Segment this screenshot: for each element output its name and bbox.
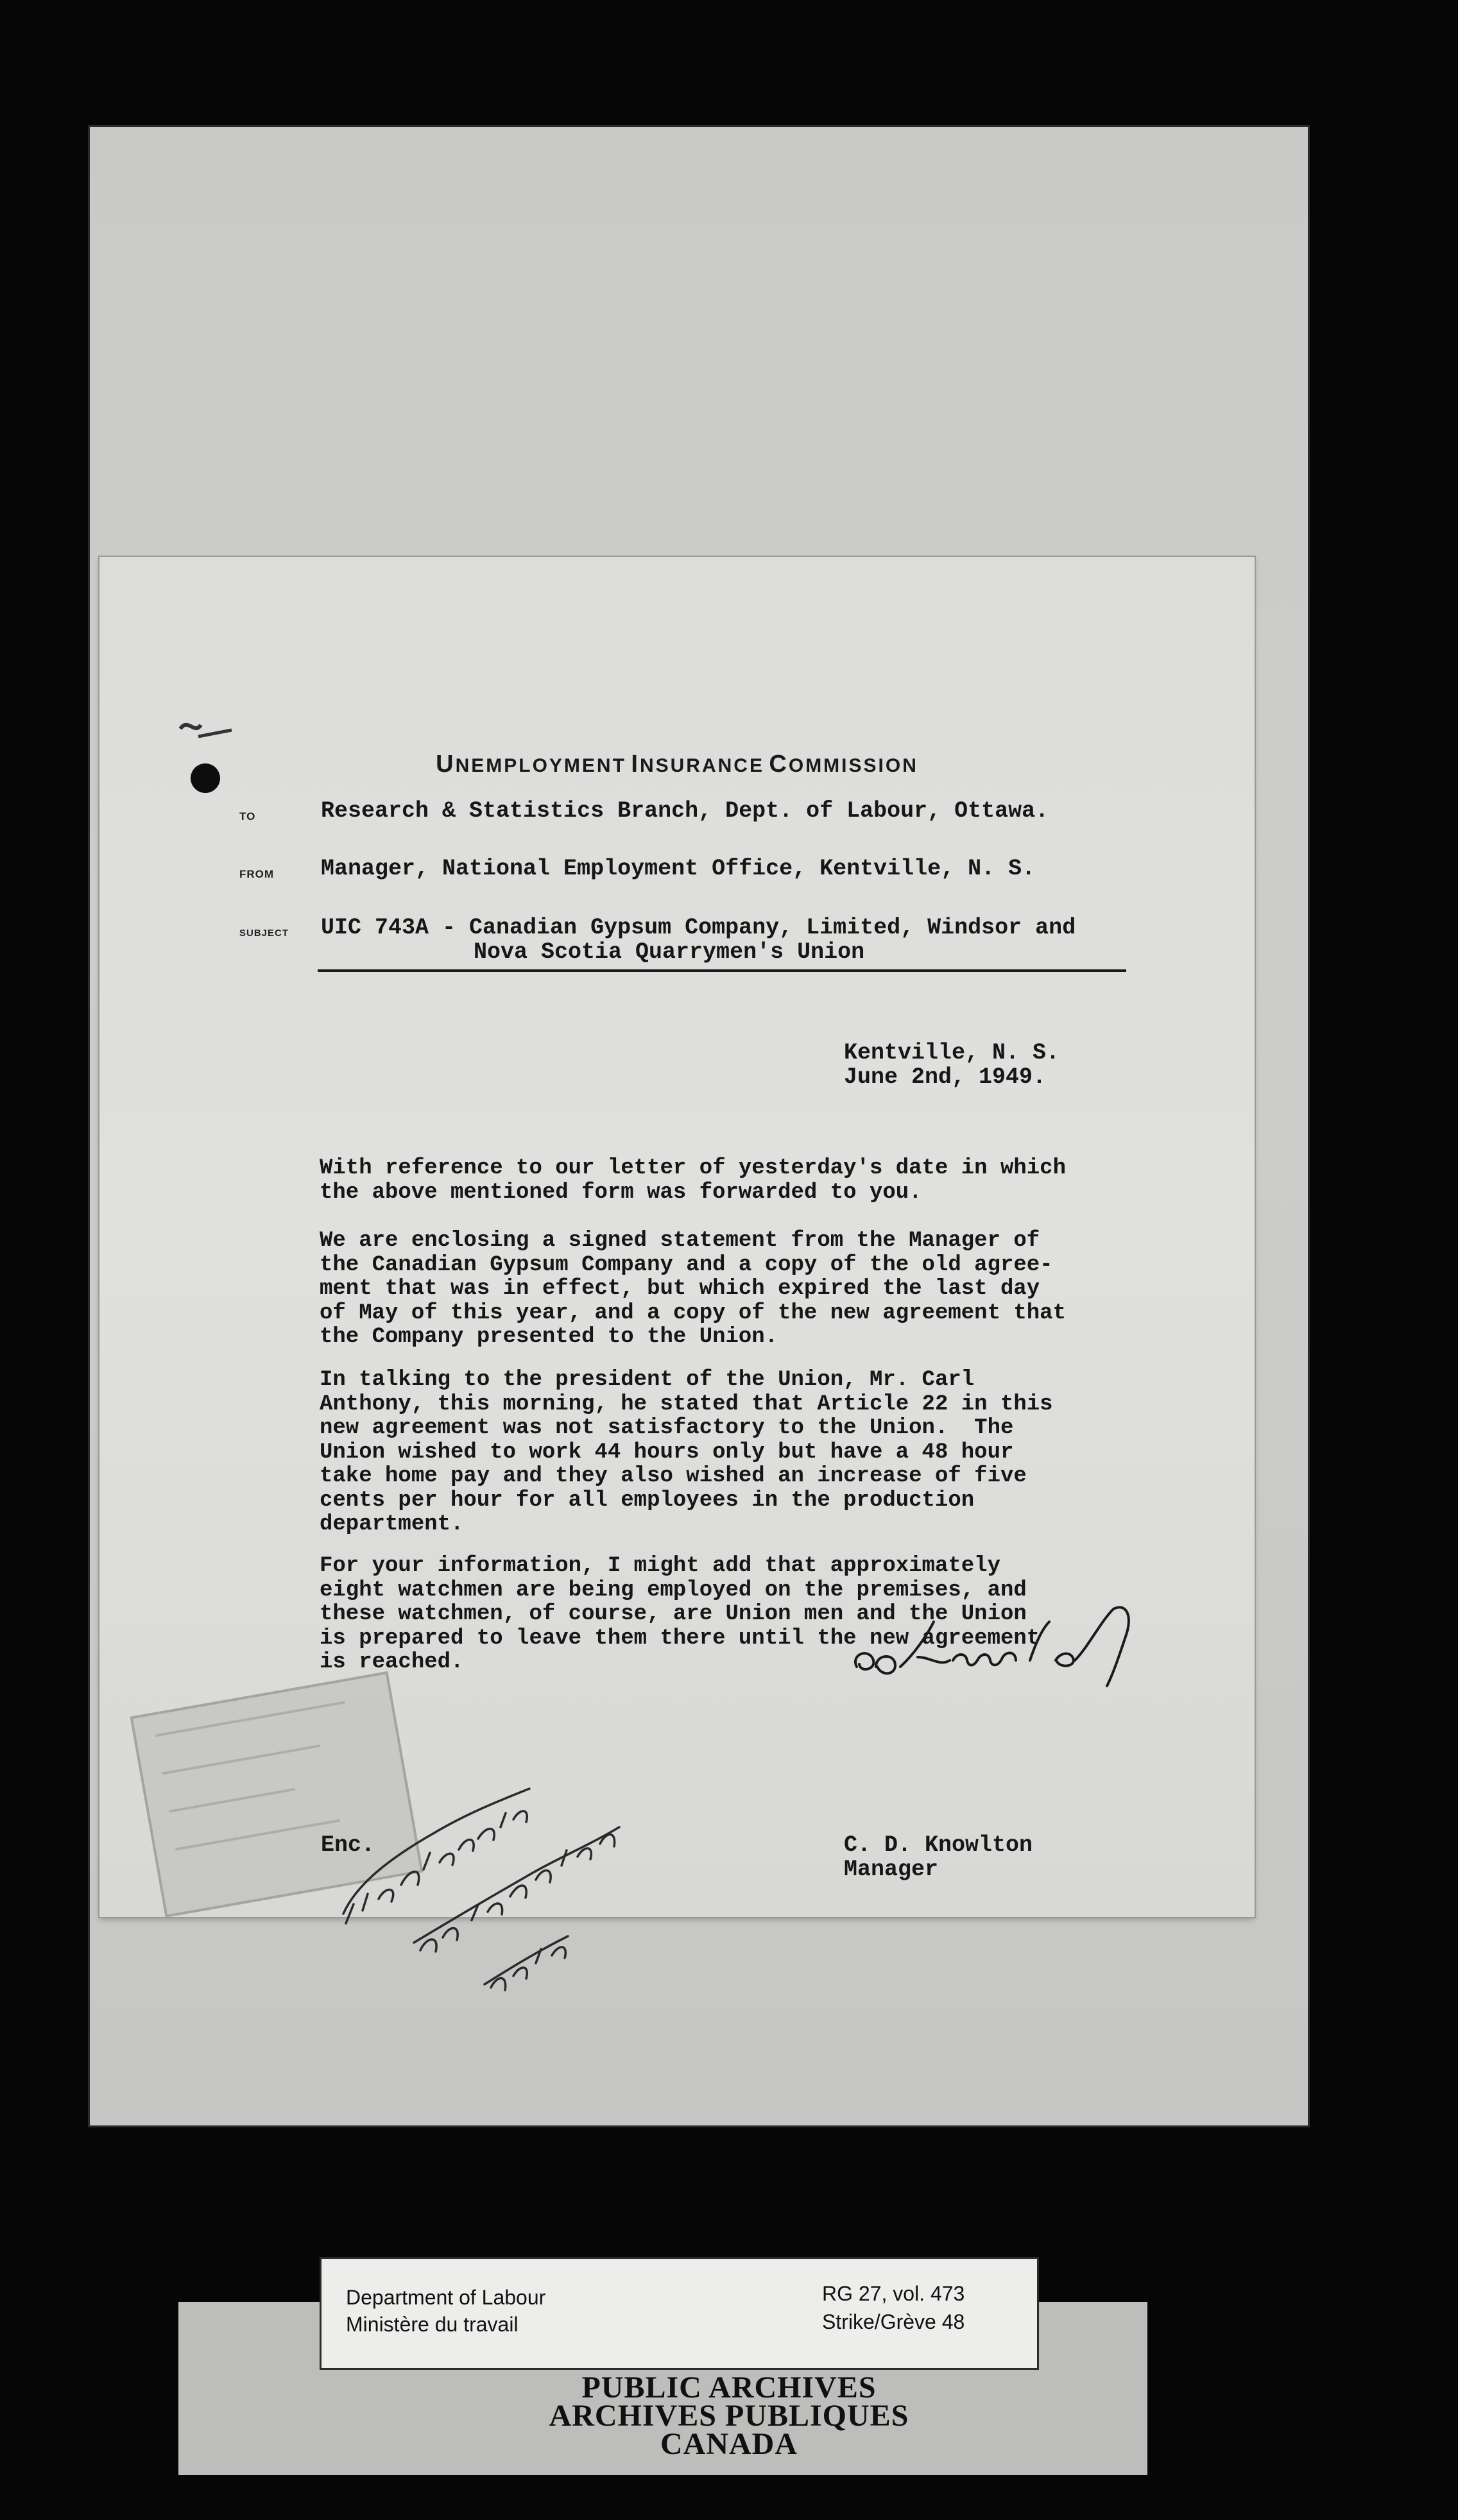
archives-country: CANADA	[660, 2427, 798, 2461]
from-label: FROM	[239, 868, 275, 880]
pencil-mark	[175, 711, 233, 749]
to-value: Research & Statistics Branch, Dept. of Labour, Ottawa.	[321, 798, 1049, 824]
subject-underline	[318, 969, 1126, 972]
public-archives-stamp	[0, 2371, 1458, 2461]
letter-sheet	[99, 557, 1255, 1917]
paragraph: In talking to the president of the Union, Mr. Carl Anthony, this morning, he stated that Article 22 in this new agreement was not satisfactory to the Union. The Union wished to work 44 hours only but have a 48 hour take home pay and they also wished an increase of five cents per hour for all employees in the production department.	[320, 1368, 1053, 1537]
archive-reference-card	[320, 2257, 1039, 2370]
signer-title: Manager	[844, 1857, 939, 1882]
subject-line-1: UIC 743A - Canadian Gypsum Company, Limited, Windsor and	[321, 915, 1076, 941]
subject-label: SUBJECT	[239, 928, 289, 939]
archives-english: PUBLIC ARCHIVES	[581, 2371, 877, 2405]
record-group-reference: RG 27, vol. 473	[822, 2282, 965, 2305]
letter-place: Kentville, N. S.	[844, 1040, 1060, 1066]
archives-french: ARCHIVES PUBLIQUES	[549, 2399, 909, 2433]
letterhead: UNEMPLOYMENT INSURANCE COMMISSION	[436, 751, 918, 778]
subject-line-2: Nova Scotia Quarrymen's Union	[474, 939, 865, 965]
paragraph: We are enclosing a signed statement from the Manager of the Canadian Gypsum Company and a copy of the old agree- ment that was in effect, but which expired the last day of May of this year, and a copy of the new agreement that the Company presented to the Union.	[320, 1229, 1066, 1349]
paragraph: With reference to our letter of yesterday's date in which the above mentioned form was forwarded to you.	[320, 1156, 1066, 1205]
letter-date: June 2nd, 1949.	[844, 1064, 1047, 1090]
department-french: Ministère du travail	[346, 2313, 519, 2336]
enclosure-note: Enc.	[321, 1832, 375, 1858]
signature	[844, 1596, 1139, 1692]
from-value: Manager, National Employment Office, Kentville, N. S.	[321, 856, 1036, 881]
paragraph: For your information, I might add that approximately eight watchmen are being employed on the premises, and these watchmen, of course, are Union men and the Union is prepared to leave them there until the new agreement is reached.	[320, 1554, 1040, 1674]
handwritten-note	[318, 1731, 651, 2000]
strike-number: Strike/Grève 48	[822, 2310, 965, 2333]
to-label: TO	[239, 810, 256, 822]
microfilm-frame	[88, 125, 1310, 2127]
department-english: Department of Labour	[346, 2286, 546, 2309]
signer-name: C. D. Knowlton	[844, 1832, 1033, 1858]
